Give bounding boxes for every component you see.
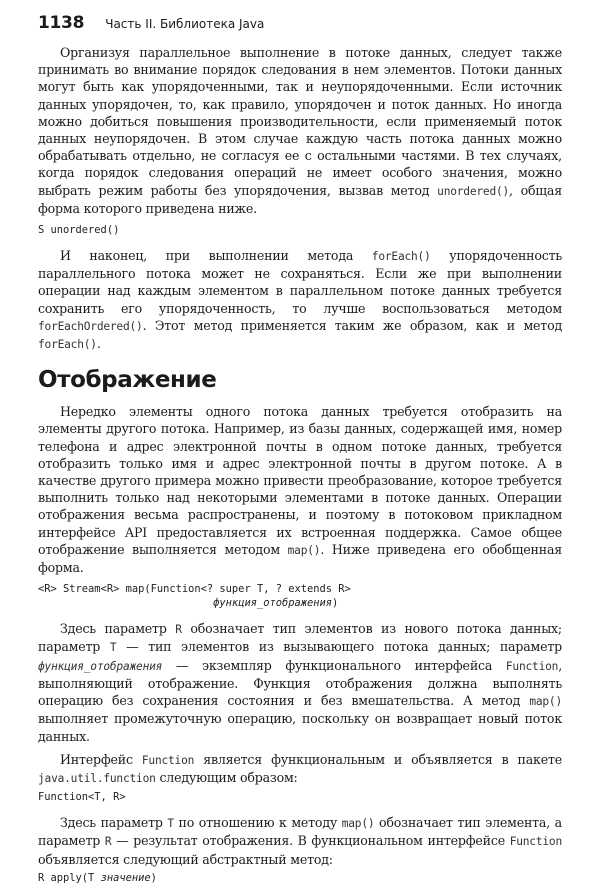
code-apply: R apply(T значение) — [38, 871, 157, 884]
section-heading: Отображение — [38, 367, 217, 394]
code-function-decl: Function<T, R> — [38, 791, 126, 804]
paragraph-function-interface: Интерфейс Function является функциональным и объявляется в пакете java.util.function следующим образом: — [38, 751, 562, 785]
paragraph-apply: Здесь параметр T по отношению к методу map() обозначает тип элемента, а параметр R — результат отображения. В функциональном интерфейсе Function объявляется следующий абстрактный метод: — [38, 815, 562, 867]
code-unordered: S unordered() — [38, 224, 120, 237]
page-header — [38, 13, 264, 33]
paragraph-mapping-intro: Нередко элементы одного потока данных требуется отобразить на элементы другого потока. Например, из базы данных, содержащей имя, номер телефона и адрес электронной почты в одном потоке данных, требуется отобразить только имя и адрес электронной почты в другом потоке. А в качестве другого примера можно привести преобразование, которое требуется выполнить только над некоторыми элементами в потоке данных. Операции отображения весьма распространены, и поэтому в потоковом прикладном интерфейсе API предоставляется их встроенная поддержка. Самое общее отображение выполняется методом map(). Ниже приведена его обобщенная форма. — [38, 404, 562, 576]
paragraph-ordering: Организуя параллельное выполнение в потоке данных, следует также принимать во внимание порядок следования в нем элементов. Потоки данных могут быть как упорядоченными, так и неупорядоченными. Если источник данных упорядочен, то, как правило, упорядочен и поток данных. Но иногда можно добиться повышения производительности, если применяемый поток данных неупорядочен. В этом случае каждую часть потока данных можно обрабатывать отдельно, не согласуя ее с остальными частями. В тех случаях, когда порядок следования операций не имеет особого значения, можно выбрать режим работы без упорядочения, вызвав метод unordered(), общая форма которого приведена ниже. — [38, 45, 562, 216]
page-body — [38, 44, 562, 895]
running-title: Часть II. Библиотека Java — [105, 17, 265, 31]
code-map-signature: <R> Stream<R> map(Function<? super T, ? extends R> функция_отображения) — [38, 583, 351, 610]
paragraph-map-params: Здесь параметр R обозначает тип элементов из нового потока данных; параметр T — тип элементов из вызывающего потока данных; параметр функция_отображения — экземпляр функционального интерфейса Function, выполняющий отображение. Функция отображения должна выполнять операцию без сохранения состояния и без вмешательства. А метод map() выполняет промежуточную операцию, поскольку он возвращает новый поток данных. — [38, 621, 562, 744]
paragraph-foreach: И наконец, при выполнении метода forEach() упорядоченность параллельного потока может не сохраняться. Если же при выполнении операции над каждым элементом в параллельном потоке данных требуется сохранить его упорядоченность, то лучше воспользоваться методом forEachOrdered(). Этот метод применяется таким же образом, как и метод forEach(). — [38, 248, 562, 352]
page-number: 1138 — [38, 13, 85, 33]
